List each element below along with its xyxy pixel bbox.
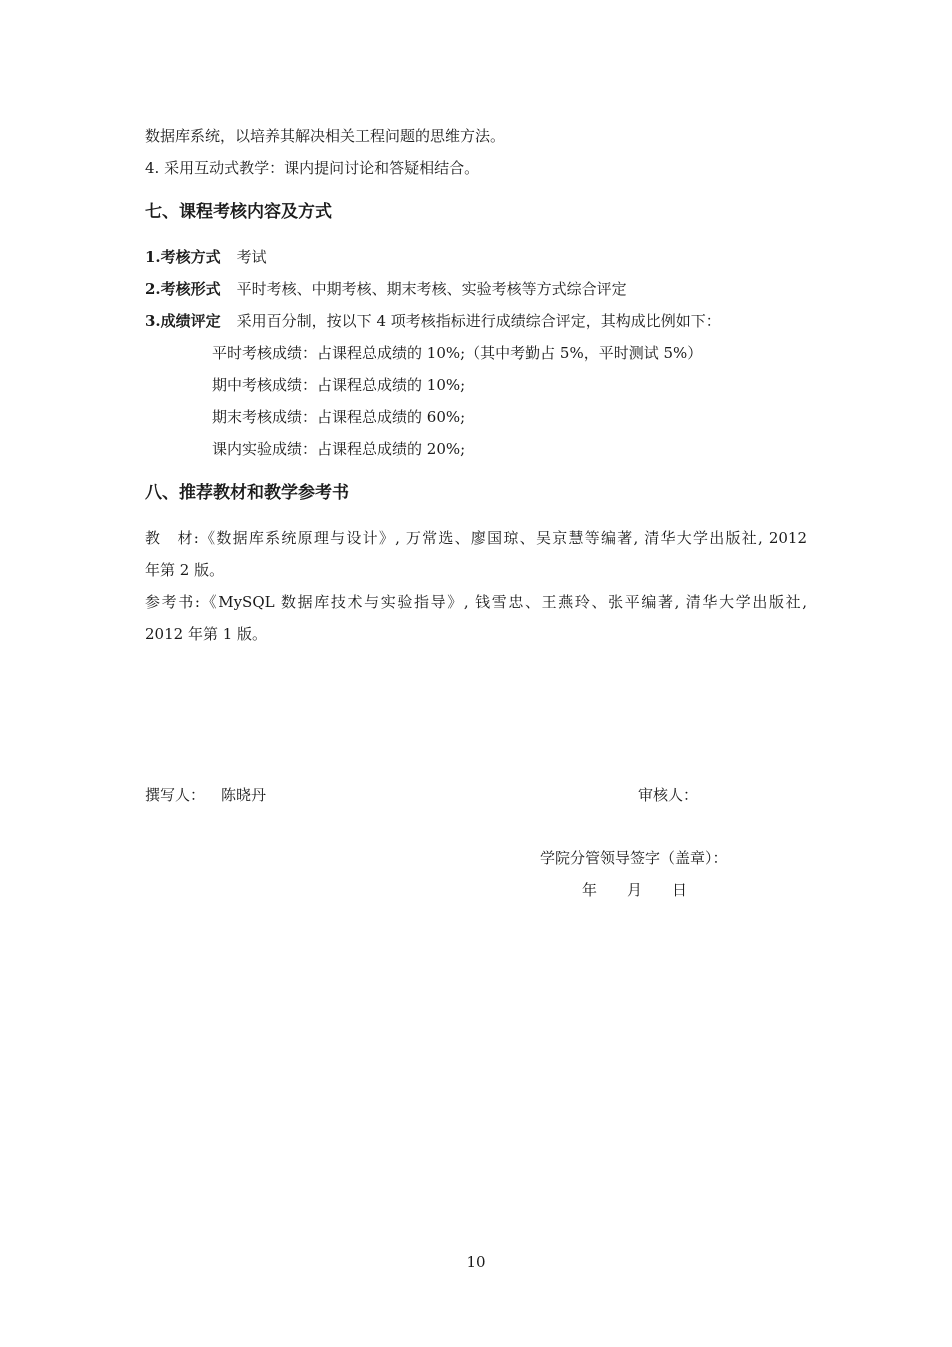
intro-line-1: 数据库系统，以培养其解决相关工程问题的思维方法。 (145, 127, 506, 145)
grade-item: 平时考核成绩：占课程总成绩的 10%;（其中考勤占 5%，平时测试 5%） (212, 344, 703, 362)
textbook-line-1: 教 材:《数据库系统原理与设计》, 万常选、廖国琼、吴京慧等编著, 清华大学出版社, 2012 (145, 529, 807, 547)
grading-label: 3.成绩评定 (145, 312, 221, 330)
grade-item: 期中考核成绩：占课程总成绩的 10%; (212, 376, 466, 394)
assessment-method-label: 1.考核方式 (145, 248, 221, 266)
signature-date-line: 年 月 日 (582, 881, 688, 899)
assessment-method-row (145, 247, 267, 267)
reviewer-label: 审核人： (638, 786, 699, 804)
assessment-form-label: 2.考核形式 (145, 280, 221, 298)
author-label: 撰写人： (145, 786, 206, 804)
reference-line-2: 2012 年第 1 版。 (145, 625, 268, 643)
grading-value: 采用百分制，按以下 4 项考核指标进行成绩综合评定，其构成比例如下： (236, 312, 721, 330)
author-name: 陈晓丹 (221, 786, 267, 804)
intro-line-2: 4. 采用互动式教学：课内提问讨论和答疑相结合。 (145, 159, 480, 177)
grade-item: 期末考核成绩：占课程总成绩的 60%; (212, 408, 466, 426)
author-row (145, 785, 266, 805)
section-7-heading: 七、课程考核内容及方式 (145, 202, 332, 222)
section-8-heading: 八、推荐教材和教学参考书 (145, 483, 349, 503)
assessment-method-value: 考试 (236, 248, 267, 266)
assessment-form-value: 平时考核、中期考核、期末考核、实验考核等方式综合评定 (236, 280, 627, 298)
grade-item: 课内实验成绩：占课程总成绩的 20%; (212, 440, 466, 458)
grading-row (145, 311, 721, 331)
textbook-line-2: 年第 2 版。 (145, 561, 225, 579)
dean-signature-label: 学院分管领导签字（盖章）： (540, 849, 728, 867)
page-number: 10 (466, 1253, 486, 1271)
reference-line-1: 参考书:《MySQL 数据库技术与实验指导》, 钱雪忠、王燕玲、张平编著, 清华大学出版社, (145, 593, 807, 611)
assessment-form-row (145, 279, 627, 299)
